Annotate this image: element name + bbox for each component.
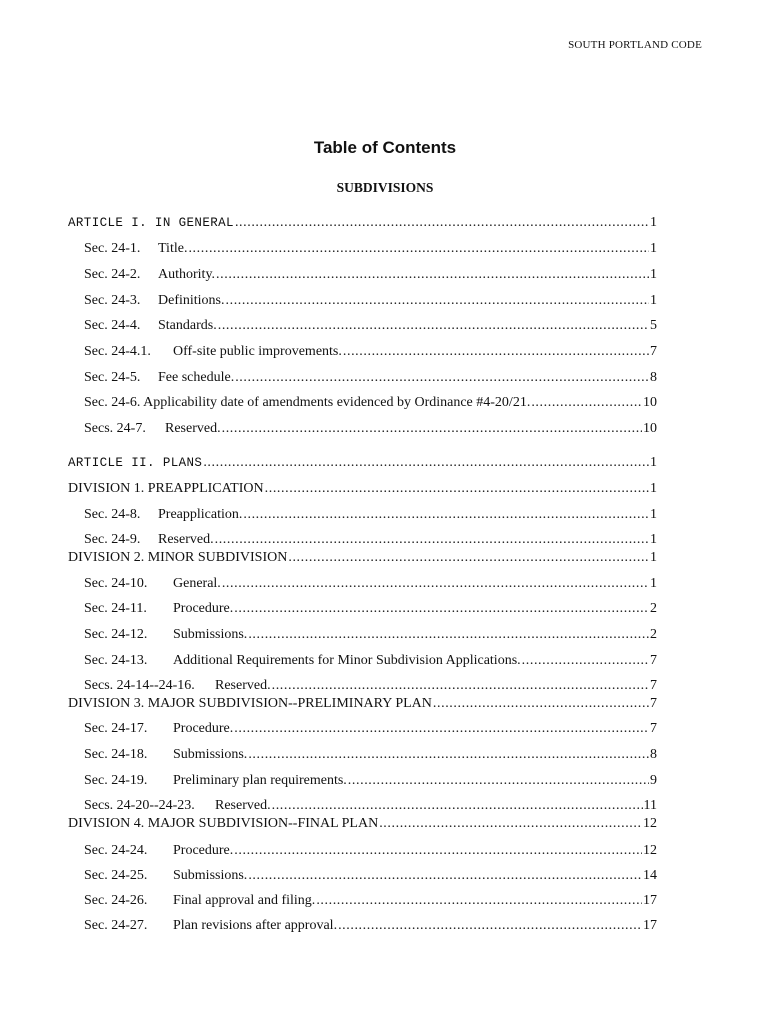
toc-entry-label: [84, 531, 214, 549]
toc-entry-label: [84, 369, 234, 387]
toc-section-number: Secs. 24-14--24-16.: [84, 678, 195, 693]
toc-page-number: 17: [643, 918, 657, 933]
toc-dot-leader: [343, 343, 649, 361]
toc-page-number: 1: [650, 455, 657, 470]
toc-entry-label: [84, 420, 221, 438]
toc-entry-label: [84, 292, 225, 310]
toc-entry-label: [84, 626, 247, 644]
toc-page-number: 1: [650, 532, 657, 547]
toc-section-number: Sec. 24-13.: [84, 653, 148, 668]
toc-section-number: Sec. 24-24.: [84, 843, 148, 858]
toc-entry-label: [84, 266, 215, 284]
toc-entry-label: [84, 575, 221, 593]
toc-page-number: 1: [650, 550, 657, 565]
toc-section-number: Sec. 24-18.: [84, 747, 148, 762]
toc-entry[interactable]: [84, 677, 657, 695]
toc-section-title: DIVISION 4. MAJOR SUBDIVISION--FINAL PLAN: [68, 816, 379, 831]
toc-entry-label: [84, 506, 242, 524]
toc-section-title: ARTICLE I. IN GENERAL: [68, 216, 234, 230]
toc-page-number: 1: [650, 576, 657, 591]
toc-dot-leader: [234, 842, 642, 860]
toc-entry[interactable]: [84, 317, 657, 335]
toc-entry-label: [84, 394, 530, 412]
toc-dot-leader: [248, 746, 649, 764]
toc-section-title: DIVISION 1. PREAPPLICATION: [68, 481, 264, 496]
toc-section-title: Procedure.: [173, 721, 234, 736]
page-title: Table of Contents: [313, 138, 457, 157]
toc-dot-leader: [203, 454, 649, 472]
toc-dot-leader: [338, 917, 642, 935]
toc-dot-leader: [288, 549, 649, 567]
toc-section-title: DIVISION 3. MAJOR SUBDIVISION--PRELIMINARY PLAN: [68, 696, 432, 711]
toc-section-title: Authority.: [158, 267, 216, 282]
toc-entry[interactable]: [84, 575, 657, 593]
toc-section-title: Reserved.: [158, 532, 214, 547]
toc-dot-leader: [226, 292, 650, 310]
toc-section-title: Final approval and filing.: [173, 893, 316, 908]
toc-section-number: Sec. 24-10.: [84, 576, 148, 591]
toc-entry-label: [68, 454, 202, 472]
toc-entry[interactable]: [84, 842, 657, 860]
toc-section-title: Title.: [158, 241, 188, 256]
toc-section-title: Reserved.: [165, 421, 221, 436]
toc-section-title: Preliminary plan requirements.: [173, 773, 347, 788]
toc-dot-leader: [348, 772, 649, 790]
toc-page-number: 2: [650, 601, 657, 616]
toc-entry[interactable]: [84, 531, 657, 549]
toc-section-title: Reserved.: [215, 678, 271, 693]
toc-entry[interactable]: [68, 549, 657, 567]
toc-entry[interactable]: [84, 343, 657, 361]
toc-entry-label: [68, 480, 264, 498]
toc-dot-leader: [522, 652, 649, 670]
toc-dot-leader: [222, 420, 642, 438]
toc-entry[interactable]: [84, 917, 657, 935]
toc-entry[interactable]: [68, 695, 657, 713]
toc-entry[interactable]: [84, 720, 657, 738]
toc-entry[interactable]: [84, 292, 657, 310]
toc-page-number: 7: [650, 678, 657, 693]
toc-section-number: Sec. 24-17.: [84, 721, 148, 736]
toc-entry-label: [84, 842, 233, 860]
toc-page-number: 7: [650, 344, 657, 359]
toc-dot-leader: [218, 317, 649, 335]
toc-entry-label: [68, 549, 287, 567]
toc-entry-label: [84, 746, 247, 764]
toc-page-number: 1: [650, 293, 657, 308]
toc-entry[interactable]: [84, 626, 657, 644]
toc-section-title: Procedure.: [173, 843, 234, 858]
toc-section-title: Submissions.: [173, 868, 248, 883]
toc-dot-leader: [433, 695, 649, 713]
toc-page-number: 1: [650, 215, 657, 230]
toc-entry-label: [84, 917, 337, 935]
toc-dot-leader: [243, 506, 649, 524]
toc-section-title: Submissions.: [173, 627, 248, 642]
toc-entry-label: [68, 214, 234, 232]
toc-dot-leader: [234, 720, 649, 738]
toc-dot-leader: [234, 600, 649, 618]
toc-entry[interactable]: [84, 600, 657, 618]
toc-entry[interactable]: [68, 214, 657, 232]
toc-page-number: 8: [650, 370, 657, 385]
toc-entry-label: [84, 797, 271, 815]
toc-page-number: 7: [650, 721, 657, 736]
toc-entry-label: [84, 317, 217, 335]
toc-section-number: Sec. 24-19.: [84, 773, 148, 788]
toc-section-title: Standards.: [158, 318, 217, 333]
toc-dot-leader: [216, 266, 649, 284]
toc-dot-leader: [248, 867, 642, 885]
toc-entry-label: [84, 892, 315, 910]
toc-page-number: 5: [650, 318, 657, 333]
toc-section-title: Preapplication.: [158, 507, 243, 522]
toc-section-number: Sec. 24-5.: [84, 370, 141, 385]
toc-section-title: General.: [173, 576, 221, 591]
toc-entry[interactable]: [68, 480, 657, 498]
toc-entry[interactable]: [84, 506, 657, 524]
toc-dot-leader: [188, 240, 649, 258]
toc-section-number: Sec. 24-4.: [84, 318, 141, 333]
toc-section-number: Secs. 24-7.: [84, 421, 146, 436]
toc-page-number: 9: [650, 773, 657, 788]
toc-section-title: Sec. 24-6. Applicability date of amendments evidenced by Ordinance #4-20/21.: [84, 395, 531, 410]
toc-section-number: Sec. 24-4.1.: [84, 344, 151, 359]
toc-dot-leader: [235, 369, 649, 387]
toc-page-number: 10: [643, 395, 657, 410]
toc-section-title: Definitions.: [158, 293, 225, 308]
toc-entry[interactable]: [84, 369, 657, 387]
toc-section-number: Sec. 24-9.: [84, 532, 141, 547]
toc-entry-label: [84, 600, 233, 618]
toc-dot-leader: [265, 480, 649, 498]
toc-entry[interactable]: [84, 867, 657, 885]
running-header: SOUTH PORTLAND CODE: [568, 39, 702, 51]
toc-entry-label: [84, 720, 233, 738]
toc-section-title: Reserved.: [215, 798, 271, 813]
toc-entry-label: [68, 815, 378, 833]
toc-entry[interactable]: [84, 797, 657, 815]
toc-section-number: Sec. 24-11.: [84, 601, 147, 616]
toc-page-number: 12: [643, 816, 657, 831]
toc-dot-leader: [215, 531, 649, 549]
toc-dot-leader: [248, 626, 649, 644]
toc-page-number: 1: [650, 241, 657, 256]
toc-page-number: 10: [643, 421, 657, 436]
toc-page-number: 12: [643, 843, 657, 858]
toc-page-number: 1: [650, 481, 657, 496]
toc-entry-label: [84, 867, 247, 885]
toc-dot-leader: [272, 797, 643, 815]
toc-section-number: Sec. 24-27.: [84, 918, 148, 933]
toc-page-number: 8: [650, 747, 657, 762]
toc-section-number: Sec. 24-8.: [84, 507, 141, 522]
toc-entry[interactable]: [84, 746, 657, 764]
toc-page-number: 7: [650, 696, 657, 711]
toc-entry[interactable]: [68, 454, 657, 472]
toc-page-number: 1: [650, 507, 657, 522]
toc-section-title: Off-site public improvements.: [173, 344, 342, 359]
toc-section-title: Additional Requirements for Minor Subdivision Applications.: [173, 653, 521, 668]
toc-section-number: Sec. 24-1.: [84, 241, 141, 256]
toc-section-title: DIVISION 2. MINOR SUBDIVISION: [68, 550, 288, 565]
toc-entry-label: [84, 772, 347, 790]
toc-entry[interactable]: [84, 652, 657, 670]
toc-entry[interactable]: [84, 240, 657, 258]
toc-entry[interactable]: [84, 892, 657, 910]
toc-entry[interactable]: [84, 266, 657, 284]
toc-section-number: Sec. 24-26.: [84, 893, 148, 908]
toc-entry-label: [68, 695, 432, 713]
toc-section-number: Secs. 24-20--24-23.: [84, 798, 195, 813]
toc-dot-leader: [222, 575, 649, 593]
toc-page-number: 11: [643, 798, 657, 813]
page-subtitle: SUBDIVISIONS: [336, 180, 434, 195]
toc-section-number: Sec. 24-12.: [84, 627, 148, 642]
toc-page-number: 7: [650, 653, 657, 668]
toc-dot-leader: [272, 677, 649, 695]
toc-entry[interactable]: [84, 394, 657, 412]
toc-section-title: Submissions.: [173, 747, 248, 762]
toc-entry-label: [84, 240, 187, 258]
toc-section-title: Procedure.: [173, 601, 234, 616]
toc-section-number: Sec. 24-2.: [84, 267, 141, 282]
toc-section-title: Fee schedule.: [158, 370, 235, 385]
toc-entry[interactable]: [84, 420, 657, 438]
toc-dot-leader: [235, 214, 649, 232]
toc-entry-label: [84, 677, 271, 695]
toc-page-number: 14: [643, 868, 657, 883]
toc-dot-leader: [316, 892, 642, 910]
toc-section-title: ARTICLE II. PLANS: [68, 456, 203, 470]
toc-entry[interactable]: [68, 815, 657, 833]
toc-dot-leader: [531, 394, 642, 412]
toc-dot-leader: [379, 815, 642, 833]
toc-section-number: Sec. 24-25.: [84, 868, 148, 883]
toc-entry-label: [84, 343, 342, 361]
toc-section-number: Sec. 24-3.: [84, 293, 141, 308]
toc-page-number: 17: [643, 893, 657, 908]
toc-page-number: 2: [650, 627, 657, 642]
toc-section-title: Plan revisions after approval.: [173, 918, 338, 933]
toc-entry[interactable]: [84, 772, 657, 790]
toc-page-number: 1: [650, 267, 657, 282]
toc-entry-label: [84, 652, 521, 670]
